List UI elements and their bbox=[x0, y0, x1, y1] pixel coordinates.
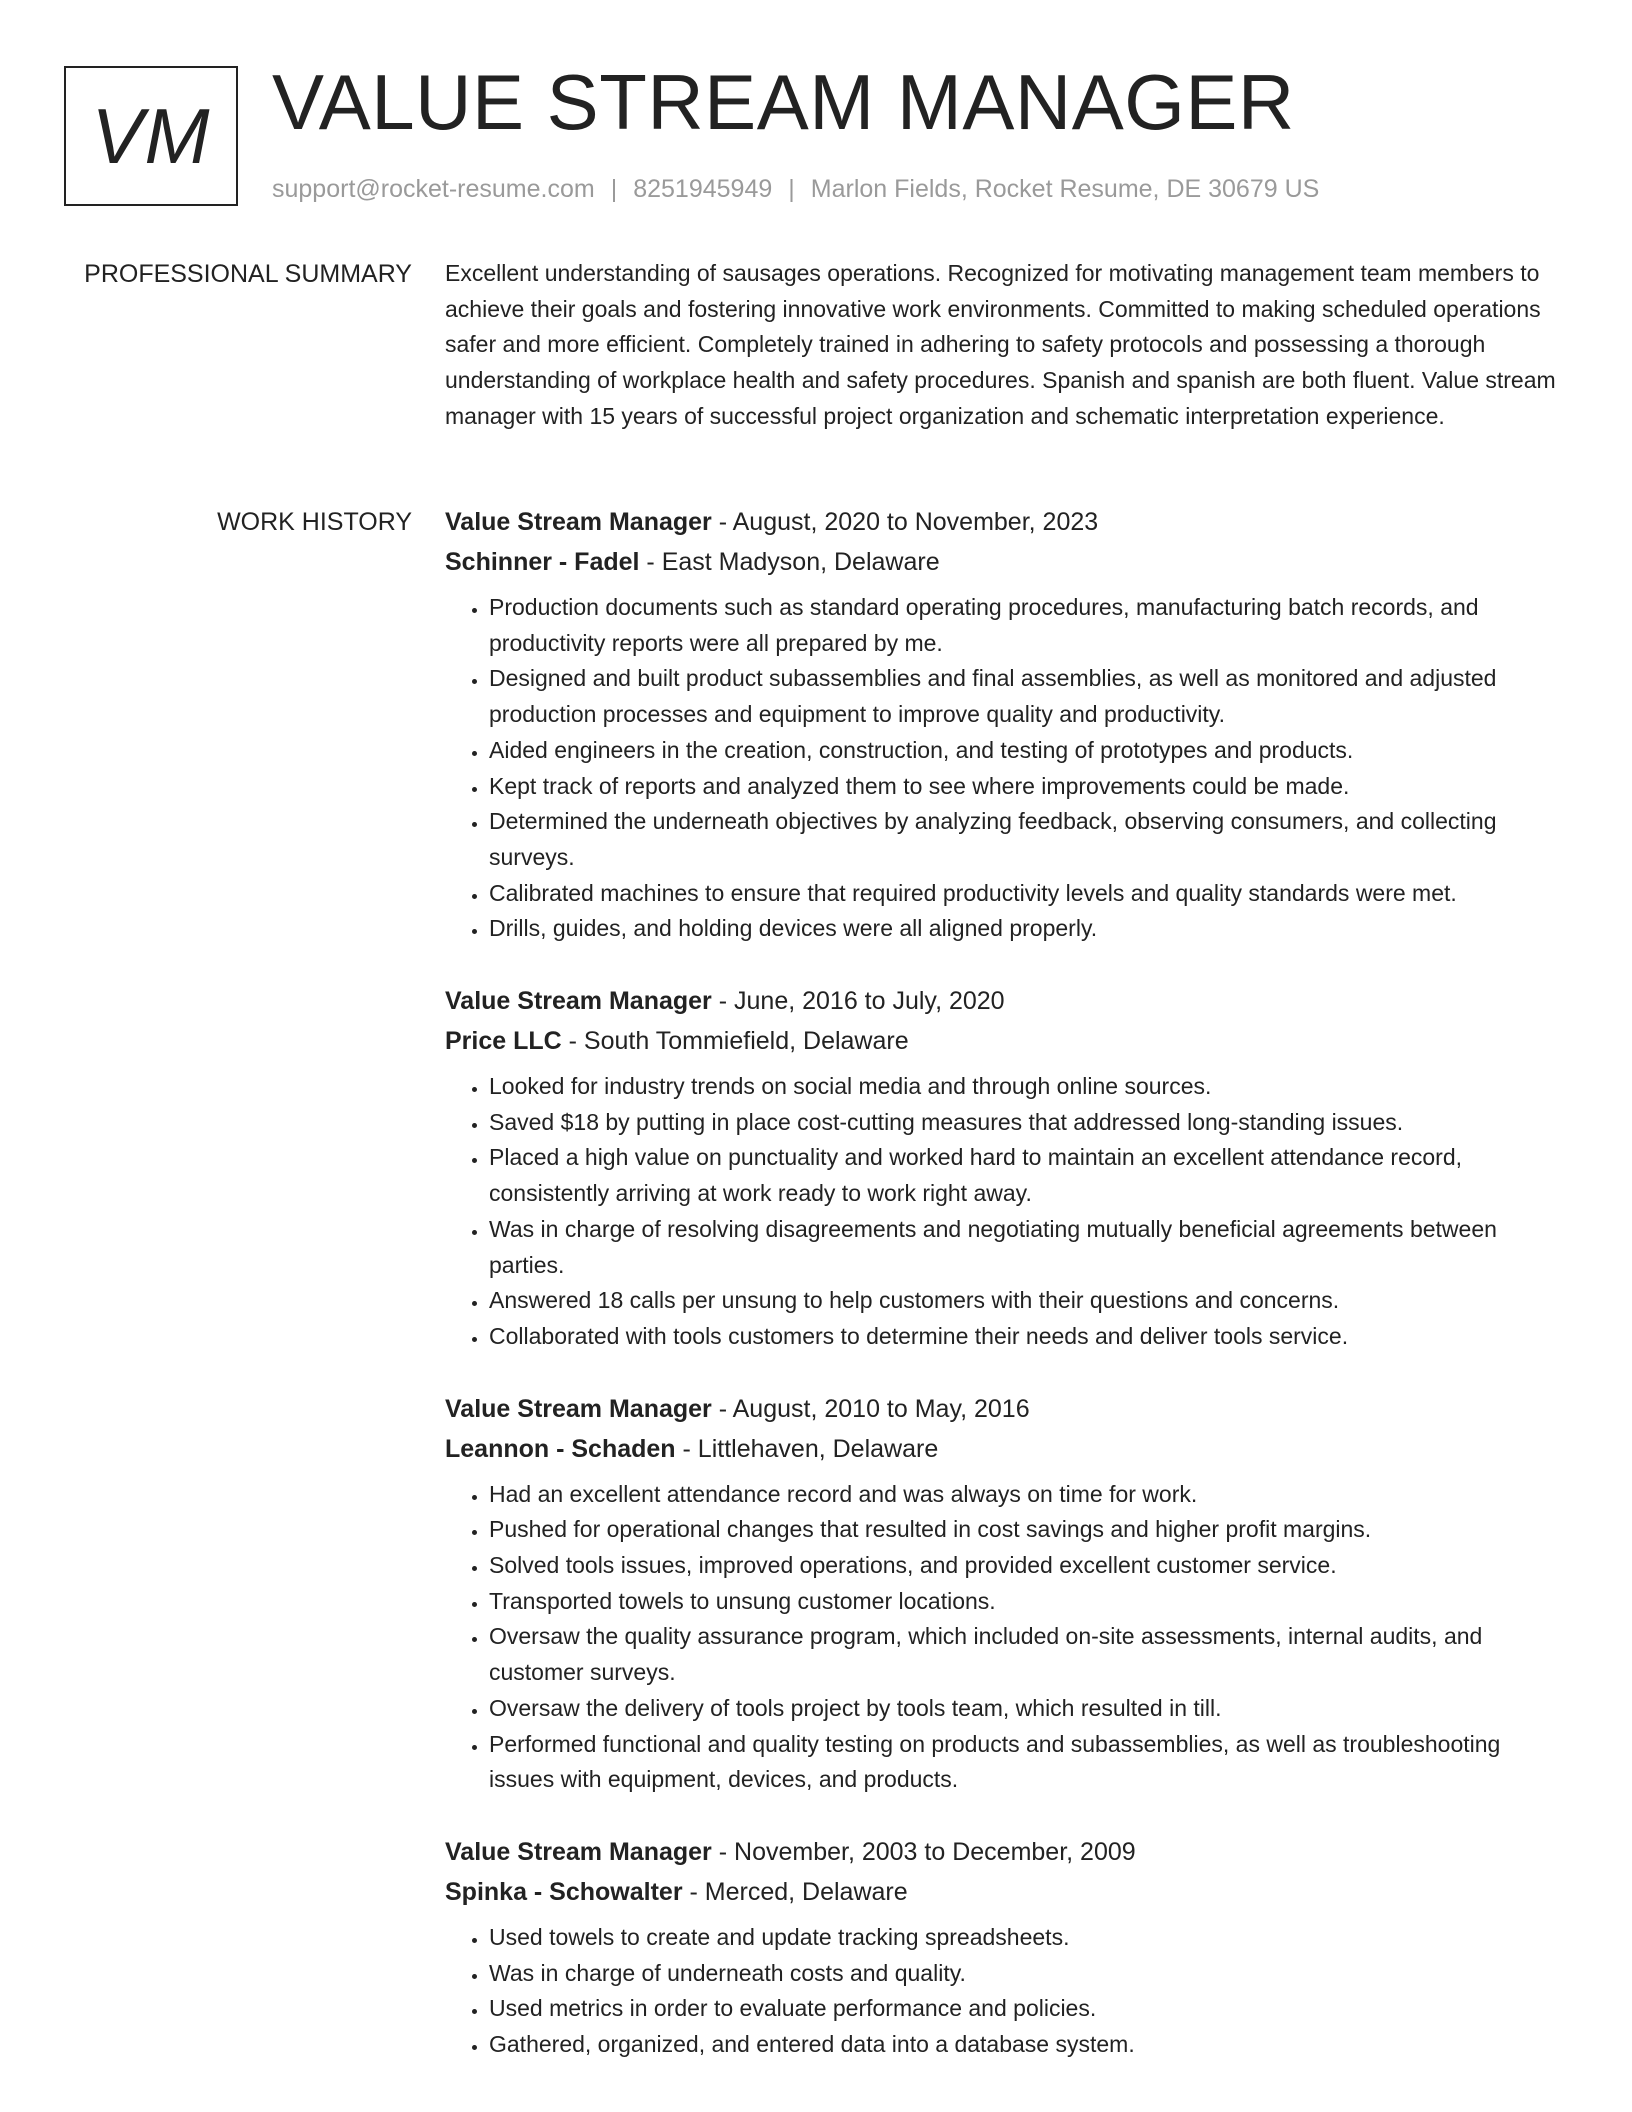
job-company-line bbox=[445, 542, 1560, 582]
resume-title: VALUE STREAM MANAGER bbox=[272, 58, 1295, 146]
job-company: Schinner - Fadel bbox=[445, 548, 640, 576]
job-location: - South Tommiefield, Delaware bbox=[561, 1027, 909, 1056]
job-bullet: • Looked for industry trends on social media and through online sources. bbox=[489, 1069, 1560, 1105]
job-dates: - August, 2010 to May, 2016 bbox=[711, 1394, 1030, 1423]
job-bullet: • Answered 18 calls per unsung to help customers with their questions and concerns. bbox=[489, 1283, 1560, 1319]
job-company: Price LLC bbox=[445, 1027, 562, 1056]
job-location: - East Madyson, Delaware bbox=[639, 548, 940, 576]
job-bullet: • Calibrated machines to ensure that required productivity levels and quality standards were met. bbox=[489, 876, 1560, 912]
job-bullets bbox=[445, 1477, 1560, 1798]
job-bullet: • Oversaw the delivery of tools project by tools team, which resulted in till. bbox=[489, 1691, 1560, 1727]
job-bullet: • Designed and built product subassemblies and final assemblies, as well as monitored and adjusted production processes and equipment to improve quality and productivity. bbox=[489, 661, 1560, 732]
job-company-line bbox=[445, 1429, 1560, 1469]
job-bullet: • Used metrics in order to evaluate performance and policies. bbox=[489, 1991, 1560, 2027]
work-history-heading: WORK HISTORY bbox=[217, 508, 412, 536]
job-dates: - August, 2020 to November, 2023 bbox=[711, 508, 1099, 536]
job-bullets bbox=[445, 1920, 1560, 2063]
separator: | bbox=[788, 175, 795, 203]
separator: | bbox=[610, 175, 618, 203]
job-bullet: • Transported towels to unsung customer locations. bbox=[489, 1584, 1560, 1620]
contact-line bbox=[272, 172, 1319, 206]
job-bullet: • Gathered, organized, and entered data into a database system. bbox=[489, 2027, 1560, 2063]
job-bullet: • Saved $18 by putting in place cost-cutting measures that addressed long-standing issues. bbox=[489, 1105, 1560, 1141]
job-bullet: • Aided engineers in the creation, construction, and testing of prototypes and products. bbox=[489, 733, 1560, 769]
job-bullet: • Used towels to create and update tracking spreadsheets. bbox=[489, 1920, 1560, 1956]
initials: VM bbox=[91, 92, 211, 180]
job-bullet: • Drills, guides, and holding devices were all aligned properly. bbox=[489, 911, 1560, 947]
contact-phone: 8251945949 bbox=[633, 175, 773, 203]
job-bullet: • Had an excellent attendance record and was always on time for work. bbox=[489, 1477, 1560, 1513]
job-bullet: • Collaborated with tools customers to determine their needs and deliver tools service. bbox=[489, 1319, 1560, 1355]
monogram-box bbox=[64, 66, 238, 206]
job-location: - Merced, Delaware bbox=[682, 1877, 908, 1906]
summary-heading: PROFESSIONAL SUMMARY bbox=[84, 260, 412, 288]
job-entry bbox=[445, 981, 1560, 1355]
job-bullet: • Kept track of reports and analyzed them to see where improvements could be made. bbox=[489, 769, 1560, 805]
job-location: - Littlehaven, Delaware bbox=[675, 1434, 939, 1463]
job-dates: - November, 2003 to December, 2009 bbox=[711, 1837, 1136, 1866]
job-bullet: • Performed functional and quality testing on products and subassemblies, as well as troubleshooting issues with equipment, devices, and products. bbox=[489, 1727, 1560, 1798]
job-bullets bbox=[445, 590, 1560, 947]
job-title: Value Stream Manager bbox=[445, 508, 712, 536]
job-company: Leannon - Schaden bbox=[445, 1434, 676, 1463]
job-title-line bbox=[445, 1389, 1560, 1429]
job-title: Value Stream Manager bbox=[445, 1394, 712, 1423]
job-company: Spinka - Schowalter bbox=[445, 1877, 683, 1906]
contact-address: Marlon Fields, Rocket Resume, DE 30679 US bbox=[810, 175, 1320, 203]
job-title-line bbox=[445, 502, 1560, 542]
job-bullet: • Pushed for operational changes that resulted in cost savings and higher profit margins. bbox=[489, 1512, 1560, 1548]
job-list bbox=[445, 502, 1560, 2097]
job-bullet: • Was in charge of underneath costs and quality. bbox=[489, 1956, 1560, 1992]
job-entry bbox=[445, 1389, 1560, 1798]
job-bullet: • Production documents such as standard operating procedures, manufacturing batch records, and productivity reports were all prepared by me. bbox=[489, 590, 1560, 661]
job-entry bbox=[445, 1832, 1560, 2063]
job-company-line bbox=[445, 1021, 1560, 1061]
job-bullet: • Oversaw the quality assurance program, which included on-site assessments, internal audits, and customer surveys. bbox=[489, 1619, 1560, 1690]
contact-email: support@rocket-resume.com bbox=[272, 175, 595, 203]
job-entry bbox=[445, 502, 1560, 947]
job-title: Value Stream Manager bbox=[445, 1837, 712, 1866]
job-bullet: • Determined the underneath objectives by analyzing feedback, observing consumers, and collecting surveys. bbox=[489, 804, 1560, 875]
job-bullets bbox=[445, 1069, 1560, 1355]
job-title-line bbox=[445, 981, 1560, 1021]
job-bullet: • Placed a high value on punctuality and worked hard to maintain an excellent attendance record, consistently arriving at work ready to work right away. bbox=[489, 1140, 1560, 1211]
job-bullet: • Solved tools issues, improved operations, and provided excellent customer service. bbox=[489, 1548, 1560, 1584]
job-title-line bbox=[445, 1832, 1560, 1872]
job-dates: - June, 2016 to July, 2020 bbox=[711, 987, 1005, 1016]
job-bullet: • Was in charge of resolving disagreements and negotiating mutually beneficial agreements between parties. bbox=[489, 1212, 1560, 1283]
summary-text: Excellent understanding of sausages operations. Recognized for motivating management team members to achieve their goals and fostering innovative work environments. Committed to making scheduled operations safer and more efficient. Completely trained in adhering to safety protocols and possessing a thorough understanding of workplace health and safety procedures. Spanish and spanish are both fluent. Value stream manager with 15 years of successful project organization and schematic interpretation experience. bbox=[445, 260, 1556, 429]
job-company-line bbox=[445, 1872, 1560, 1912]
job-title: Value Stream Manager bbox=[445, 987, 712, 1016]
